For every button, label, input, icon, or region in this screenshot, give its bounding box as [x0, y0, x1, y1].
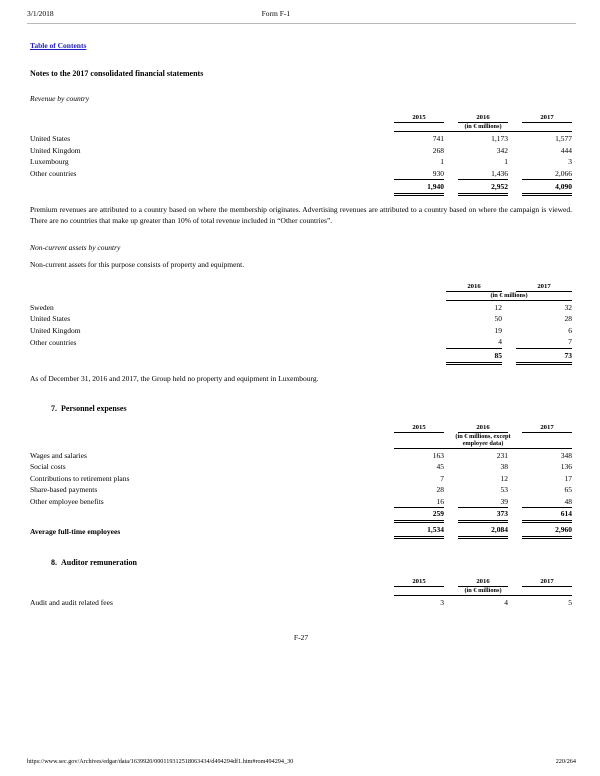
- row-value: 268: [432, 145, 444, 155]
- total-value: 614: [522, 508, 572, 522]
- section-number: 8.: [51, 558, 57, 568]
- table-units-line-1: (in € millions, except: [455, 432, 511, 440]
- row-value: 7: [568, 337, 572, 347]
- table-units-row: [30, 587, 572, 596]
- table-row: [30, 336, 572, 348]
- personnel-expenses-table: [30, 424, 572, 540]
- total-value: 85: [446, 348, 502, 363]
- table-row: [30, 156, 572, 168]
- column-header-year: 2017: [522, 424, 572, 433]
- row-value: 32: [564, 302, 572, 312]
- row-label: United Kingdom: [30, 325, 81, 335]
- column-header-year: 2016: [458, 424, 508, 433]
- page-folio: F-27: [293, 632, 309, 642]
- column-header-year: 2015: [394, 114, 444, 123]
- row-value: 342: [496, 145, 508, 155]
- row-value: 48: [564, 496, 572, 506]
- row-value: 28: [436, 485, 444, 495]
- table-of-contents-link[interactable]: Table of Contents: [30, 41, 87, 50]
- table-row: [30, 325, 572, 337]
- row-value: 1: [504, 157, 508, 167]
- row-value: 163: [432, 450, 444, 460]
- revenue-by-country-subhead: Revenue by country: [30, 94, 90, 103]
- table-header-years: [30, 424, 572, 433]
- row-label: United States: [30, 134, 71, 144]
- total-label: [30, 348, 432, 363]
- table-row: [30, 484, 572, 496]
- table-units-label: (in € millions): [394, 123, 572, 132]
- section-title: Auditor remuneration: [61, 558, 137, 568]
- table-row: [30, 473, 572, 485]
- table-units-line-2: employee data): [462, 439, 504, 447]
- row-value: 1: [440, 157, 444, 167]
- footer-url[interactable]: https://www.sec.gov/Archives/edgar/data/1639920/000119312518063434/d494294df1.htm#rom494294_30: [27, 758, 294, 765]
- column-header-year: 2015: [394, 424, 444, 433]
- row-label: Luxembourg: [30, 157, 69, 167]
- column-header-year: 2016: [458, 578, 508, 587]
- table-units-label: (in € millions): [446, 291, 572, 300]
- footer-page-number: 220/264: [555, 758, 576, 765]
- table-units-label: [394, 432, 572, 448]
- auditor-remuneration-table: [30, 578, 572, 609]
- auditor-remuneration-table-wrap: [30, 578, 572, 609]
- row-value: 17: [564, 473, 572, 483]
- row-label: Other employee benefits: [30, 497, 104, 507]
- table-header-years: [30, 283, 572, 292]
- row-value: 1,173: [491, 134, 508, 144]
- row-label: Wages and salaries: [30, 450, 87, 460]
- total-value: 4,090: [522, 180, 572, 195]
- page-footer: [0, 758, 600, 765]
- column-header-year: 2016: [446, 283, 502, 292]
- row-label: Contributions to retirement plans: [30, 473, 130, 483]
- row-value: 39: [500, 496, 508, 506]
- row-value: 16: [436, 496, 444, 506]
- table-row: [30, 461, 572, 473]
- table-row: [30, 596, 572, 609]
- row-label: United Kingdom: [30, 145, 81, 155]
- total-value: 1,940: [394, 180, 444, 195]
- row-value: 7: [440, 473, 444, 483]
- row-label: Other countries: [30, 169, 77, 179]
- total-value: 73: [516, 348, 572, 363]
- section-title: Personnel expenses: [61, 403, 127, 413]
- revenue-by-country-table-wrap: [30, 114, 572, 196]
- row-value: 3: [568, 157, 572, 167]
- row-value: 6: [568, 325, 572, 335]
- luxembourg-note-paragraph: As of December 31, 2016 and 2017, the Group held no property and equipment in Luxembourg.: [30, 373, 319, 383]
- noncurrent-assets-table: [30, 283, 572, 365]
- table-row: [30, 300, 572, 313]
- row-value: 5: [568, 598, 572, 608]
- row-label: Sweden: [30, 302, 54, 312]
- row-value: 2,066: [555, 168, 572, 178]
- row-value: 231: [496, 450, 508, 460]
- noncurrent-assets-table-wrap: [30, 283, 572, 365]
- fte-value: 1,534: [394, 522, 444, 538]
- notes-heading: Notes to the 2017 consolidated financial statements: [30, 69, 204, 78]
- row-value: 930: [432, 168, 444, 178]
- table-units-label: (in € millions): [394, 587, 572, 596]
- revenue-by-country-table: [30, 114, 572, 196]
- row-value: 4: [498, 337, 502, 347]
- document-content: [0, 24, 600, 642]
- row-value: 1,436: [491, 168, 508, 178]
- total-value: 259: [394, 508, 444, 522]
- column-header-year: 2017: [516, 283, 572, 292]
- column-header-year: 2017: [522, 114, 572, 123]
- table-row: [30, 313, 572, 325]
- table-total-row: [30, 180, 572, 195]
- row-value: 444: [560, 145, 572, 155]
- row-value: 19: [494, 325, 502, 335]
- revenue-attribution-paragraph: Premium revenues are attributed to a country based on where the membership originates. Advertising revenues are attributed to a country based on where the campaign is viewed. There are no countries that make up greater than 10% of total revenue included in “Other countries”.: [30, 205, 572, 225]
- auditor-remuneration-heading: [30, 558, 572, 567]
- column-header-year: 2015: [394, 578, 444, 587]
- fte-label: Average full-time employees: [30, 526, 121, 536]
- row-value: 3: [440, 598, 444, 608]
- row-label: Social costs: [30, 462, 66, 472]
- row-label: United States: [30, 314, 71, 324]
- table-row: [30, 448, 572, 461]
- section-number: 7.: [51, 403, 57, 413]
- personnel-expenses-heading: [30, 404, 572, 413]
- row-value: 741: [432, 134, 444, 144]
- table-row: [30, 132, 572, 145]
- row-value: 12: [500, 473, 508, 483]
- header-date: 3/1/2018: [27, 9, 54, 18]
- total-value: 2,952: [458, 180, 508, 195]
- table-total-row: [30, 508, 572, 522]
- header-form-title: Form F-1: [261, 9, 291, 18]
- table-row: [30, 168, 572, 180]
- row-label: Share-based payments: [30, 485, 98, 495]
- row-value: 38: [500, 462, 508, 472]
- total-label: [30, 508, 380, 522]
- row-value: 1,577: [555, 134, 572, 144]
- fte-value: 2,960: [522, 522, 572, 538]
- table-units-row: [30, 123, 572, 132]
- noncurrent-assets-subhead: Non-current assets by country: [30, 242, 121, 252]
- total-label: [30, 180, 380, 195]
- table-header-years: [30, 578, 572, 587]
- table-total-row: [30, 348, 572, 363]
- table-units-row: [30, 432, 572, 448]
- column-header-year: 2016: [458, 114, 508, 123]
- fte-value: 2,084: [458, 522, 508, 538]
- row-value: 136: [560, 462, 572, 472]
- average-fte-row: [30, 522, 572, 538]
- row-value: 53: [500, 485, 508, 495]
- row-value: 65: [564, 485, 572, 495]
- row-label: Other countries: [30, 337, 77, 347]
- row-value: 348: [560, 450, 572, 460]
- table-row: [30, 145, 572, 157]
- table-row: [30, 496, 572, 508]
- row-value: 45: [436, 462, 444, 472]
- row-value: 50: [494, 314, 502, 324]
- table-header-years: [30, 114, 572, 123]
- noncurrent-assets-intro: Non-current assets for this purpose consists of property and equipment.: [30, 259, 245, 269]
- page-header: [0, 0, 600, 18]
- column-header-year: 2017: [522, 578, 572, 587]
- total-value: 373: [458, 508, 508, 522]
- table-units-row: [30, 291, 572, 300]
- row-value: 12: [494, 302, 502, 312]
- row-value: 4: [504, 598, 508, 608]
- row-label: Audit and audit related fees: [30, 598, 113, 608]
- row-value: 28: [564, 314, 572, 324]
- personnel-expenses-table-wrap: [30, 424, 572, 540]
